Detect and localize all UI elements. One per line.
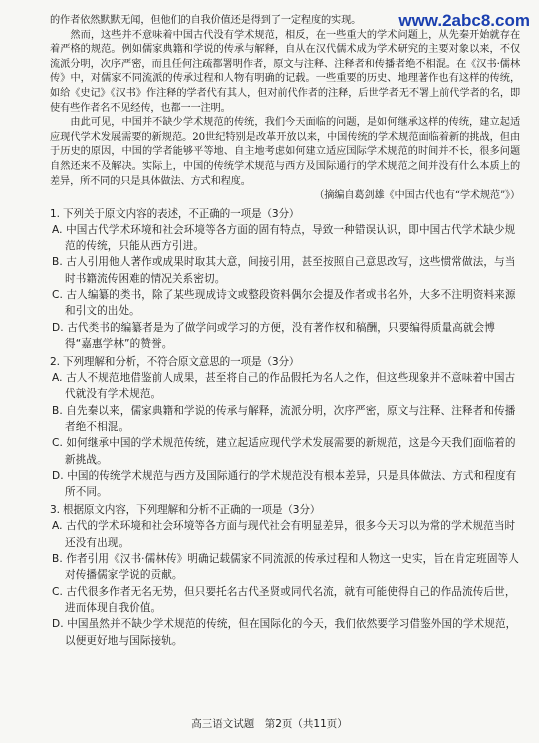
option-a: A. 古人不规范地借鉴前人成果，甚至将自己的作品假托为名人之作，但这些现象并不意味着中国古代就没有学术规范。 — [52, 372, 516, 401]
passage-paragraph: 然而，这些并不意味着中国古代没有学术规范，相反，在一些重大的学术问题上，从先秦开始就存在着严格的规范。例如儒家典籍和学说的传承与解释，自从在汉代儒术成为学术研究的主要对象以来，不仅流派分明，次序严密，而且任何注疏都署明作者，原文与注释、注释者和传播者绝不相混。在《汉书·儒林传》中，对儒家不同流派的传承过程和人物有明确的记载。一些重要的历史、地理著作也有这样的传统，如给《史记》《汉书》作注释的学者代有其人，但对前代作者的注释，后世学者无不署上前代学者的名，即使有些作者名不见经传，也都一一注明。 — [50, 29, 520, 114]
page-footer: 高三语文试题 第2页（共11页） — [191, 718, 348, 730]
passage-paragraph: 由此可见，中国并不缺少学术规范的传统，我们今天面临的问题，是如何继承这样的传统，建立起适应现代学术发展需要的新规范。20世纪特别是改革开放以来，中国传统的学术规范面临着新的挑战，但由于历史的原因，中国的学者能够平等地、自主地考虑如何建立适应国际学术规范的时间并不长，很多问题自然还来不及解决。实际上，中国的传统学术规范与西方及国际通行的学术规范之间并没有什么本质上的差异，所不同的只是具体做法、方式和程度。 — [50, 117, 520, 187]
question-1 — [50, 206, 520, 352]
option-c: C. 古人编纂的类书，除了某些现成诗文或整段资料偶尔会提及作者或书名外，大多不注明资料来源和引文的出处。 — [52, 288, 516, 318]
option-a: A. 中国古代学术环境和社会环境等各方面的固有特点，导致一种错误认识，即中国古代学术缺少规范的传统，只能从西方引进。 — [52, 223, 516, 253]
option-c: C. 古代很多作者无名无势，但只要托名古代圣贤或同代名流，就有可能使得自己的作品流传后世，进而体现自我价值。 — [52, 585, 516, 614]
question-3 — [50, 502, 520, 648]
option-a: A. 古代的学术环境和社会环境等各方面与现代社会有明显差异，很多今天习以为常的学术规范当时还没有出现。 — [52, 520, 516, 549]
watermark: www.2abc8.com — [395, 11, 533, 31]
question-title: 1. 下列关于原文内容的表述，不正确的一项是（3分） — [50, 207, 300, 220]
question-title: 2. 下列理解和分析，不符合原文意思的一项是（3分） — [50, 356, 300, 369]
passage-paragraph: 的作者依然默默无闻，但他们的自我价值还是得到了一定程度的实现。 — [50, 15, 362, 26]
option-b: B. 自先秦以来，儒家典籍和学说的传承与解释，流派分明，次序严密，原文与注释、注释者和传播者绝不相混。 — [52, 404, 516, 433]
page-content — [50, 14, 520, 649]
question-title: 3. 根据原文内容，下列理解和分析不正确的一项是（3分） — [50, 504, 321, 517]
option-d: D. 中国虽然并不缺少学术规范的传统，但在国际化的今天，我们依然要学习借鉴外国的学术规范，以便更好地与国际接轨。 — [52, 618, 517, 647]
option-b: B. 作者引用《汉书·儒林传》明确记载儒家不同流派的传承过程和人物这一史实，旨在肯定班固等人对传播儒家学说的贡献。 — [52, 553, 519, 582]
option-b: B. 古人引用他人著作或成果时取其大意，间接引用，甚至按照自己意思改写，这些惯常做法，与当时书籍流传困难的情况关系密切。 — [52, 256, 516, 285]
option-d: D. 古代类书的编纂者是为了做学问或学习的方便，没有著作权和稿酬，只要编得质量高就会博得“嘉惠学林”的赞誉。 — [52, 321, 495, 350]
option-d: D. 中国的传统学术规范与西方及国际通行的学术规范没有根本差异，只是具体做法、方式和程度有所不同。 — [52, 469, 517, 499]
question-2 — [50, 354, 520, 500]
source-citation: （摘编自葛剑雄《中国古代也有“学术规范”》） — [314, 190, 520, 202]
option-c: C. 如何继承中国的学术规范传统，建立起适应现代学术发展需要的新规范，这是今天我们面临着的新挑战。 — [52, 437, 516, 466]
